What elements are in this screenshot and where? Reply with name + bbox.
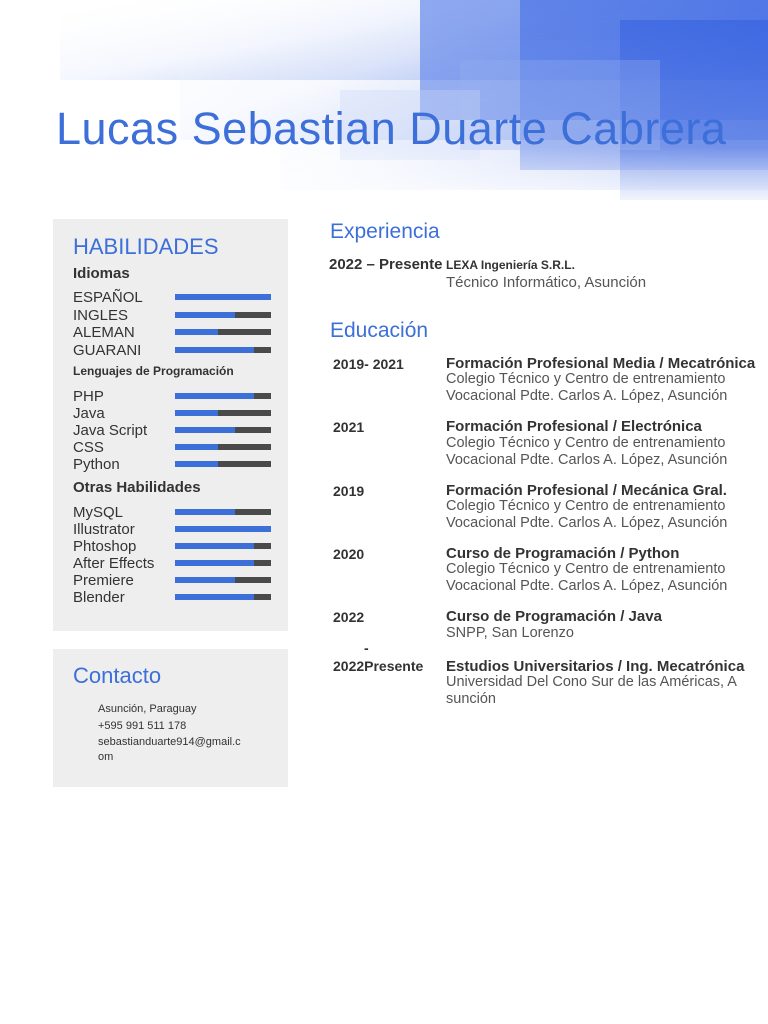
skill-label: Blender: [73, 589, 125, 606]
skill-label: Java Script: [73, 422, 148, 439]
education-date: 2022: [333, 609, 365, 625]
education-date-dash: -: [364, 640, 369, 656]
skill-label: ESPAÑOL: [73, 289, 143, 306]
education-description: [446, 371, 736, 405]
skill-label: Python: [73, 456, 120, 473]
skill-label: PHP: [73, 388, 104, 405]
education-date: 2020: [333, 546, 365, 562]
education-description: [446, 674, 736, 708]
skill-label: Premiere: [73, 572, 134, 589]
skill-level-bar: [175, 543, 271, 549]
skill-label: After Effects: [73, 555, 155, 572]
skill-label: ALEMAN: [73, 324, 135, 341]
skill-level-bar: [175, 577, 271, 583]
education-title-item: Formación Profesional / Electrónica: [446, 418, 702, 435]
skill-level-bar: [175, 410, 271, 416]
skill-level-fill: [175, 461, 218, 467]
education-description-line: Colegio Técnico y Centro de entrenamiento: [446, 435, 726, 451]
education-date: 2019: [333, 483, 365, 499]
experience-title: Experiencia: [330, 220, 440, 243]
skill-level-bar: [175, 509, 271, 515]
skill-label: Phtoshop: [73, 538, 137, 555]
skill-level-fill: [175, 526, 271, 532]
education-title-item: Estudios Universitarios / Ing. Mecatrónica: [446, 658, 745, 675]
page-title: Lucas Sebastian Duarte Cabrera: [56, 103, 727, 154]
education-date: 2019- 2021: [333, 356, 404, 372]
experience-role: Técnico Informático, Asunción: [446, 274, 647, 291]
skill-label: Illustrator: [73, 521, 135, 538]
skill-level-fill: [175, 509, 235, 515]
skill-level-fill: [175, 347, 254, 353]
skill-level-bar: [175, 312, 271, 318]
skill-row: [73, 521, 273, 538]
education-date: 2021: [333, 419, 365, 435]
skill-level-bar: [175, 526, 271, 532]
skill-row: [73, 289, 273, 306]
education-description-line: sunción: [446, 691, 496, 707]
skill-level-fill: [175, 560, 254, 566]
skill-level-fill: [175, 577, 235, 583]
skill-row: [73, 456, 273, 473]
skill-row: [73, 555, 273, 572]
skill-level-bar: [175, 444, 271, 450]
other-skills-title: Otras Habilidades: [73, 479, 201, 496]
contact-address: Asunción, Paraguay: [98, 703, 197, 715]
contact-email: sebastianduarte914@gmail.c: [98, 736, 241, 748]
skill-label: INGLES: [73, 306, 129, 324]
programming-title: Lenguajes de Programación: [73, 364, 234, 378]
skill-row: [73, 504, 273, 521]
skill-level-fill: [175, 427, 235, 433]
skill-row: [73, 324, 273, 341]
education-description-line: Colegio Técnico y Centro de entrenamiento: [446, 561, 726, 577]
skill-row: [73, 342, 273, 359]
education-description-line: SNPP, San Lorenzo: [446, 625, 574, 641]
skill-label: MySQL: [73, 504, 124, 521]
skill-row: [73, 439, 273, 456]
skill-level-bar: [175, 294, 271, 300]
experience-company: LEXA Ingeniería S.R.L.: [446, 258, 575, 272]
skill-label: GUARANI: [73, 341, 142, 359]
skill-level-bar: [175, 329, 271, 335]
contact-email-continued: om: [98, 751, 114, 763]
skill-row: [73, 589, 273, 606]
skill-level-fill: [175, 410, 218, 416]
education-title-item: Formación Profesional Media / Mecatrónica: [446, 355, 756, 372]
skill-row: [73, 405, 273, 422]
skill-level-bar: [175, 347, 271, 353]
skill-row: [73, 388, 273, 405]
skill-level-fill: [175, 312, 235, 318]
education-title-item: Curso de Programación / Python: [446, 545, 680, 562]
education-date: 2022Presente: [333, 658, 424, 674]
skills-panel: [53, 219, 288, 631]
skill-level-fill: [175, 444, 218, 450]
skill-row: [73, 422, 273, 439]
education-description-line: Colegio Técnico y Centro de entrenamiento: [446, 371, 726, 387]
skill-level-bar: [175, 461, 271, 467]
contact-title: Contacto: [73, 663, 162, 688]
education-description-line: Vocacional Pdte. Carlos A. López, Asunción: [446, 515, 728, 531]
skill-row: [73, 572, 273, 589]
education-description: [446, 561, 736, 595]
education-title: Educación: [330, 319, 429, 342]
education-description-line: Colegio Técnico y Centro de entrenamiento: [446, 498, 726, 514]
education-description-line: Universidad Del Cono Sur de las Américas, A: [446, 674, 737, 690]
contact-panel: [53, 649, 288, 787]
education-title-item: Formación Profesional / Mecánica Gral.: [446, 482, 727, 499]
skill-label: Java: [73, 405, 105, 422]
education-description: [446, 435, 736, 469]
skill-level-bar: [175, 427, 271, 433]
skill-level-fill: [175, 594, 254, 600]
experience-date: 2022 – Presente: [329, 256, 443, 273]
languages-title: Idiomas: [73, 265, 130, 282]
skills-title: HABILIDADES: [73, 234, 219, 259]
skill-label: CSS: [73, 439, 104, 456]
skill-level-bar: [175, 594, 271, 600]
skill-row: [73, 538, 273, 555]
education-description-line: Vocacional Pdte. Carlos A. López, Asunción: [446, 578, 728, 594]
skill-level-fill: [175, 294, 271, 300]
contact-phone: +595 991 511 178: [98, 720, 187, 732]
education-description-line: Vocacional Pdte. Carlos A. López, Asunción: [446, 388, 728, 404]
education-description: [446, 498, 736, 532]
skill-level-fill: [175, 329, 218, 335]
skill-row: [73, 307, 273, 324]
skill-level-bar: [175, 393, 271, 399]
skill-level-fill: [175, 543, 254, 549]
skill-level-bar: [175, 560, 271, 566]
education-title-item: Curso de Programación / Java: [446, 608, 662, 625]
education-description-line: Vocacional Pdte. Carlos A. López, Asunción: [446, 452, 728, 468]
skill-level-fill: [175, 393, 254, 399]
education-description: [446, 625, 736, 642]
